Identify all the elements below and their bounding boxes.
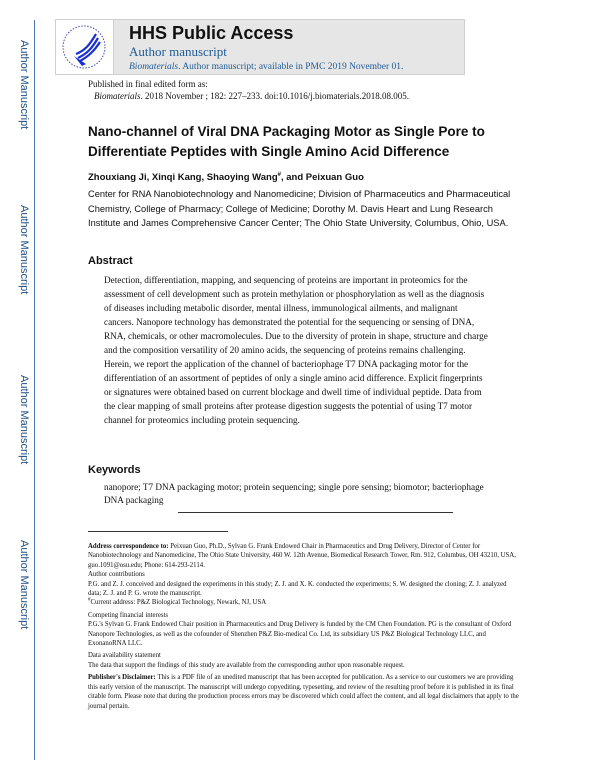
paper-title: Nano-channel of Viral DNA Packaging Motor as Single Pore to Differentiate Peptides with Single Amino Acid Difference: [88, 124, 485, 159]
abstract-heading: Abstract: [88, 255, 133, 267]
side-label: Author Manuscript: [18, 40, 30, 130]
journal-name: Biomaterials: [94, 91, 141, 101]
published-label: Published in final edited form as:: [88, 79, 208, 89]
affiliation: Center for RNA Nanobiotechnology and Nanomedicine; Division of Pharmaceutics and Pharmaceutical Chemistry, College of Pharmacy; College of Medicine; Dorothy M. Davis Heart and Lung Research Institute and James Comprehensive Cancer Center; The Ohio State University, Columbus, Ohio, USA.: [88, 189, 511, 228]
correspondence-text: Peixuan Guo, Ph.D., Sylvan G. Frank Endowed Chair in Pharmaceutics and Drug Delivery, Director of Center for Nanobiotechnology and Nanomedicine, The Ohio State University, 460 W. 12th Avenue, Biomedical Research Tower, Rm. 912, Columbus, OH 43210, USA, guo.1091@osu.edu; Phone: 614-293-2114.: [88, 543, 516, 569]
disclaimer-text: This is a PDF file of an unedited manuscript that has been accepted for publication. As a service to our customers we are providing this early version of the manuscript. The manuscript will undergo copyediting, typesetting, and review of the resulting proof before it is published in its final citable form. Please note that during the production process errors may be discovered which could affect the content, and all legal disclaimers that apply to the journal pertain.: [88, 674, 519, 710]
side-label: Author Manuscript: [18, 205, 30, 295]
footnotes: [88, 542, 520, 713]
author-mark: #: [277, 171, 281, 178]
current-address: Current address: P&Z Biological Technology, Newark, NJ, USA: [90, 599, 267, 607]
author-list: Zhouxiang Ji, Xinqi Kang, Shaoying Wang: [88, 172, 278, 183]
hhs-logo-icon: [56, 20, 114, 74]
side-label: Author Manuscript: [18, 540, 30, 630]
competing-text: P.G.'s Sylvan G. Frank Endowed Chair position in Pharmaceutics and Drug Delivery is funded by the CM Chen Foundation. PG is the consultant of Oxford Nanopore Technologies, as well as the cofounder of Shenzhen P&Z Bio-medical Co. Ltd, its subsidiary US P&Z Biological Technology LLC, and ExonanoRNA LLC.: [88, 621, 512, 648]
correspondence-label: Address correspondence to:: [88, 543, 169, 550]
divider: [178, 512, 453, 513]
author-last: , and Peixuan Guo: [281, 172, 364, 183]
keywords-text: nanopore; T7 DNA packaging motor; protein sequencing; single pore sensing; biomotor; bacteriophage DNA packaging: [104, 482, 484, 505]
citation[interactable]: . 2018 November ; 182: 227–233. doi:10.1016/j.biomaterials.2018.08.005.: [140, 91, 409, 101]
footnote-rule: [88, 531, 228, 532]
side-label: Author Manuscript: [18, 375, 30, 465]
data-text: The data that support the findings of this study are available from the corresponding author upon reasonable request.: [88, 661, 405, 669]
competing-heading: Competing financial interests: [88, 611, 169, 619]
header-availability: [129, 62, 403, 72]
header-title: HHS Public Access: [129, 23, 294, 43]
header-subtitle: Author manuscript: [129, 44, 227, 59]
current-mark: #: [88, 598, 91, 604]
disclaimer-label: Publisher's Disclaimer:: [88, 674, 156, 682]
keywords-heading: Keywords: [88, 464, 141, 476]
margin-rule: [34, 20, 35, 760]
journal-name: Biomaterials: [129, 62, 179, 72]
published-info: [88, 78, 409, 102]
abstract-text: Detection, differentiation, mapping, and sequencing of proteins are important in proteomics for the assessment of cell development such as protein methylation or phosphorylation as well as the diagnosis of diseases including metabolic disorder, mental illness, immunological ailments, and malignant cancers. Nanopore technology has demonstrated the potential for the sequencing or sensing of DNA, RNA, chemicals, or other macromolecules. Due to the diversity of protein in shape, structure and charge and the composition versatility of 20 amino acids, the sequencing of proteins remains challenging. Herein, we report the application of the channel of bacteriophage T7 DNA packaging motor for the differentiation of an assortment of peptides of only a single amino acid difference. Explicit fingerprints or signatures were obtained based on current blockage and dwell time of individual peptide. Data from the clear mapping of small proteins after protease digestion suggests the potential of using T7 motor channel for proteomics including protein sequencing.: [104, 275, 488, 425]
authors: [88, 171, 364, 184]
availability-text: . Author manuscript; available in PMC 2019 November 01.: [178, 62, 404, 72]
contrib-text: P.G. and Z. J. conceived and designed the experiments in this study; Z. J. and X. K. conducted the experiments; S. W. designed the cloning; Z. J. analyzed data; Z. J. and P. G. wrote the manuscript.: [88, 580, 507, 598]
hhs-header: [55, 19, 465, 75]
data-heading: Data availability statement: [88, 652, 161, 660]
contrib-heading: Author contributions: [88, 571, 145, 579]
